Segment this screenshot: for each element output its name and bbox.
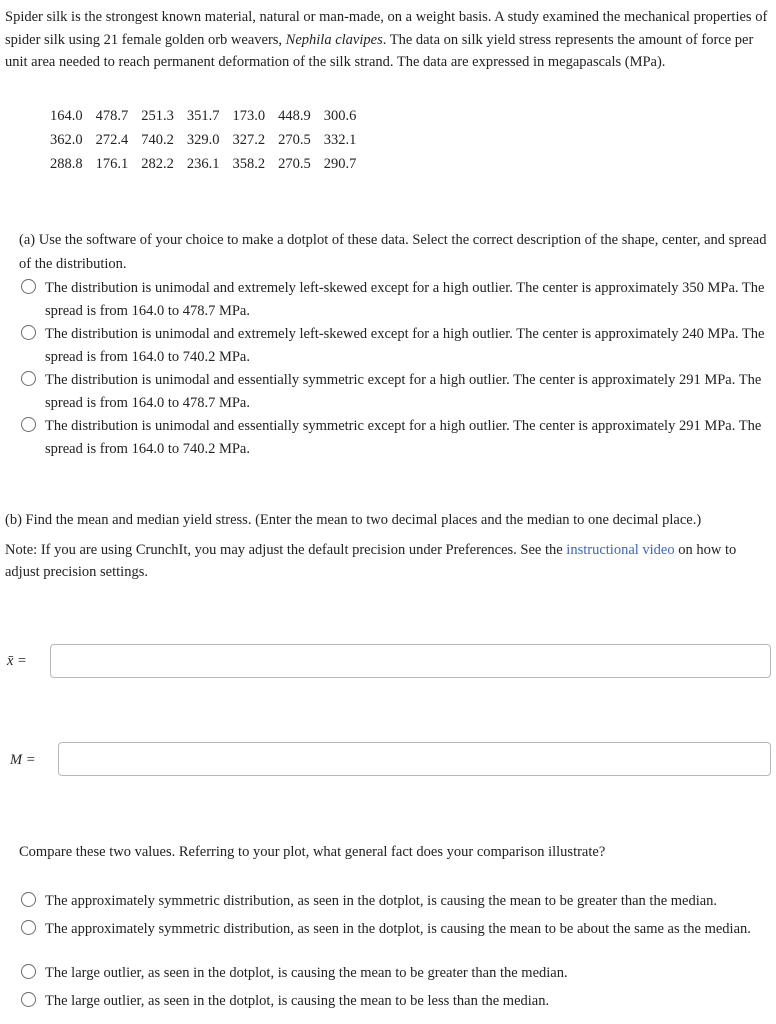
data-cell: 251.3 [141, 107, 174, 124]
mean-input[interactable] [50, 644, 771, 678]
compare-option-3[interactable] [21, 962, 773, 985]
data-cell: 300.6 [323, 107, 357, 124]
option-label: The large outlier, as seen in the dotplot, is causing the mean to be greater than the median. [45, 965, 568, 981]
compare-question: Compare these two values. Referring to your plot, what general fact does your comparison illustrate? [19, 844, 606, 860]
part-a-question: (a) Use the software of your choice to make a dotplot of these data. Select the correct description of the shape, center, and spread of the distribution. [19, 232, 767, 272]
data-cell: 448.9 [278, 107, 311, 124]
option-label: The distribution is unimodal and extremely left-skewed except for a high outlier. The center is approximately 350 MPa. The spread is from 164.0 to 478.7 MPa. [45, 280, 765, 319]
problem-intro [5, 6, 773, 74]
part-a-option-3[interactable] [21, 369, 773, 415]
radio-button[interactable] [21, 920, 36, 935]
data-cell: 176.1 [95, 155, 129, 172]
table-row [46, 152, 365, 176]
compare-option-1[interactable] [21, 890, 773, 913]
table-row [46, 128, 365, 152]
data-cell: 362.0 [50, 131, 83, 148]
table-row [46, 104, 365, 128]
data-cell: 282.2 [141, 155, 174, 172]
median-label: M = [10, 752, 36, 768]
option-label: The distribution is unimodal and essentially symmetric except for a high outlier. The center is approximately 291 MPa. The spread is from 164.0 to 478.7 MPa. [45, 372, 762, 411]
radio-button[interactable] [21, 892, 36, 907]
option-label: The approximately symmetric distribution, as seen in the dotplot, is causing the mean to be greater than the median. [45, 893, 718, 909]
yield-stress-data-table [46, 104, 365, 176]
data-cell: 173.0 [232, 107, 266, 124]
part-b-note [5, 539, 773, 583]
data-cell: 270.5 [278, 155, 311, 172]
data-cell: 327.2 [232, 131, 266, 148]
radio-button[interactable] [21, 992, 36, 1007]
radio-button[interactable] [21, 417, 36, 432]
option-label: The approximately symmetric distribution, as seen in the dotplot, is causing the mean to be about the same as the median. [45, 921, 751, 937]
part-a-option-2[interactable] [21, 323, 773, 369]
data-cell: 478.7 [95, 107, 129, 124]
radio-button[interactable] [21, 325, 36, 340]
intro-text-1: Spider silk is the strongest known material, natural or man-made, on a weight basis. A study examined the mechanical properties of spider silk using 21 female golden orb weavers, [5, 9, 768, 48]
note-text-end: on how to adjust precision settings. [5, 542, 737, 580]
data-cell: 358.2 [232, 155, 266, 172]
radio-button[interactable] [21, 279, 36, 294]
option-label: The distribution is unimodal and extremely left-skewed except for a high outlier. The center is approximately 240 MPa. The spread is from 164.0 to 740.2 MPa. [45, 326, 765, 365]
data-cell: 329.0 [186, 131, 220, 148]
radio-button[interactable] [21, 964, 36, 979]
compare-option-4[interactable] [21, 990, 773, 1013]
part-a-option-4[interactable] [21, 415, 773, 461]
option-label: The distribution is unimodal and essentially symmetric except for a high outlier. The center is approximately 291 MPa. The spread is from 164.0 to 740.2 MPa. [45, 418, 762, 457]
data-cell: 272.4 [95, 131, 129, 148]
data-cell: 288.8 [50, 155, 83, 172]
data-cell: 164.0 [50, 107, 83, 124]
part-b-question: (b) Find the mean and median yield stress. (Enter the mean to two decimal places and the median to one decimal place.) [5, 512, 702, 528]
data-cell: 351.7 [186, 107, 220, 124]
part-a-option-1[interactable] [21, 277, 773, 323]
option-label: The large outlier, as seen in the dotplot, is causing the mean to be less than the median. [45, 993, 550, 1009]
species-name: Nephila clavipes [285, 31, 383, 48]
compare-option-2[interactable] [21, 918, 773, 941]
mean-label: x̄ = [7, 653, 27, 669]
radio-button[interactable] [21, 371, 36, 386]
instructional-video-link[interactable]: instructional video [566, 542, 675, 558]
note-text: Note: If you are using CrunchIt, you may adjust the default precision under Preferences. See the [5, 542, 567, 558]
data-cell: 740.2 [141, 131, 174, 148]
intro-text-2: . The data on silk yield stress represents the amount of force per unit area needed to reach permanent deformation of the silk strand. The data are expressed in megapascals (MPa). [5, 31, 754, 70]
data-cell: 332.1 [323, 131, 357, 148]
data-cell: 236.1 [186, 155, 220, 172]
data-cell: 290.7 [323, 155, 357, 172]
data-cell: 270.5 [278, 131, 311, 148]
median-input[interactable] [58, 742, 771, 776]
